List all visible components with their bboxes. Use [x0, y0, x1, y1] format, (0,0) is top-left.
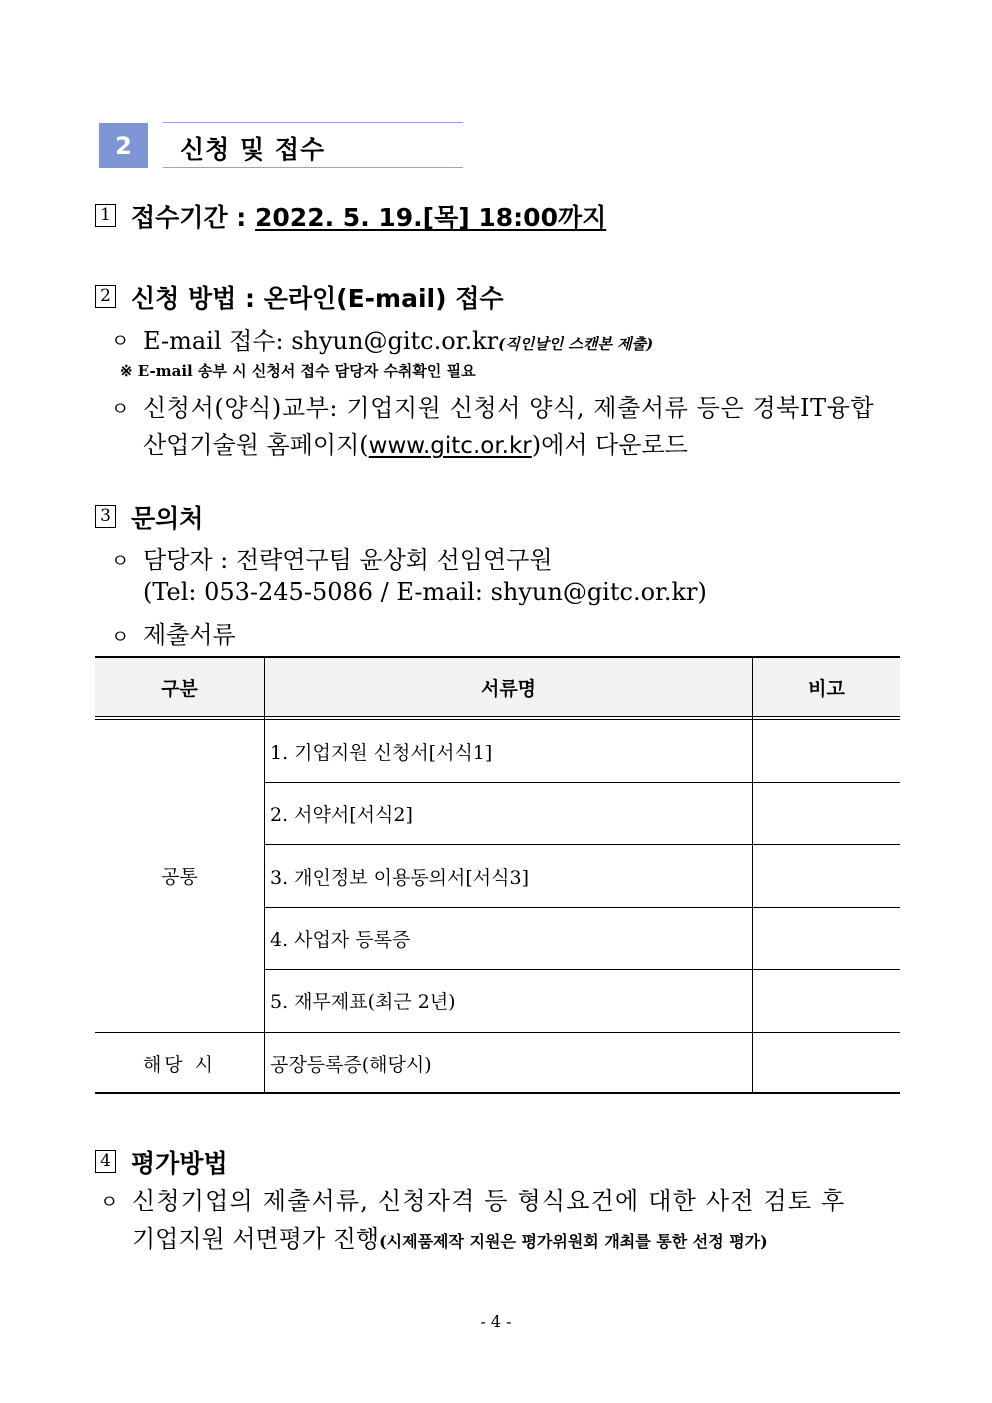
table-header-border-1: [95, 716, 900, 717]
table-column-divider: [752, 656, 753, 1094]
table-header-border-2: [95, 719, 900, 720]
download-text-post: )에서 다운로드: [531, 431, 688, 459]
evaluation-method-text: 기업지원 서면평가 진행: [132, 1225, 380, 1253]
item-1-heading: [131, 198, 606, 234]
item-4-bullet-1-symbol: ㅇ: [100, 1191, 119, 1213]
item-2-bullet-2-line-1: 신청서(양식)교부: 기업지원 신청서 양식, 제출서류 등은 경북IT융합: [143, 394, 875, 422]
item-2-number-box: 2: [95, 285, 116, 308]
table-row-border: [264, 969, 900, 970]
contact-details: (Tel: 053-245-5086 / E-mail: shyun@gitc.or.kr): [143, 578, 707, 606]
table-bottom-border: [95, 1092, 900, 1094]
item-2-bullet-1-symbol: ㅇ: [111, 330, 130, 352]
contact-person: 담당자 : 전략연구팀 윤상회 선임연구원: [143, 546, 553, 574]
item-3-bullet-1-symbol: ㅇ: [111, 550, 130, 572]
evaluation-method-line-2: [132, 1219, 768, 1254]
section-title: 신청 및 접수: [180, 135, 326, 164]
item-2-bullet-2-line-2: [143, 425, 688, 460]
table-row-document: 4. 사업자 등록증: [270, 929, 411, 951]
email-remark: ※ E-mail 송부 시 신청서 접수 담당자 수취확인 필요: [120, 362, 476, 380]
item-2-heading: 신청 방법 : 온라인(E-mail) 접수: [131, 284, 504, 313]
section-number-badge: 2: [99, 123, 148, 168]
table-header-document-name: 서류명: [480, 678, 537, 700]
table-column-divider: [264, 656, 265, 1094]
email-submission-text: E-mail 접수: shyun@gitc.or.kr: [143, 327, 499, 355]
page-number: - 4 -: [480, 1312, 512, 1331]
item-1-label: 접수기간 :: [131, 203, 256, 232]
item-2-bullet-1: [143, 321, 653, 356]
item-3-number-box: 3: [95, 505, 116, 528]
item-1-deadline: 2022. 5. 19.[목] 18:00까지: [255, 203, 607, 232]
required-documents-label: 제출서류: [143, 621, 236, 649]
evaluation-method-note: (시제품제작 지원은 평가위원회 개최를 통한 선정 평가): [379, 1232, 768, 1251]
table-header-remarks: 비고: [808, 678, 845, 700]
table-row-document: 5. 재무제표(최근 2년): [270, 991, 456, 1013]
table-group-common: 공통: [161, 866, 198, 888]
item-1-number-box: 1: [95, 204, 116, 227]
table-row-border: [264, 844, 900, 845]
item-3-heading: 문의처: [131, 504, 204, 533]
table-group-border: [95, 1032, 900, 1033]
table-top-border: [95, 656, 900, 658]
homepage-link[interactable]: www.gitc.or.kr: [368, 433, 532, 459]
download-text-pre: 산업기술원 홈페이지(: [143, 431, 369, 459]
table-row-document: 2. 서약서[서식2]: [270, 804, 413, 826]
table-row-border: [264, 907, 900, 908]
email-submission-note: (직인날인 스캔본 제출): [498, 335, 654, 353]
item-2-bullet-2-symbol: ㅇ: [111, 398, 130, 420]
item-4-heading: 평가방법: [131, 1149, 228, 1178]
table-row-document: 공장등록증(해당시): [270, 1054, 432, 1076]
item-3-bullet-2-symbol: ㅇ: [111, 626, 130, 648]
table-row-document: 1. 기업지원 신청서[서식1]: [270, 742, 493, 764]
evaluation-method-line-1: 신청기업의 제출서류, 신청자격 등 형식요건에 대한 사전 검토 후: [132, 1187, 846, 1215]
item-4-number-box: 4: [95, 1150, 116, 1173]
table-row-border: [264, 782, 900, 783]
table-group-if-applicable: 해당 시: [142, 1054, 217, 1076]
table-header-category: 구분: [161, 678, 198, 700]
table-row-document: 3. 개인정보 이용동의서[서식3]: [270, 867, 530, 889]
required-documents-table: [95, 656, 900, 1094]
